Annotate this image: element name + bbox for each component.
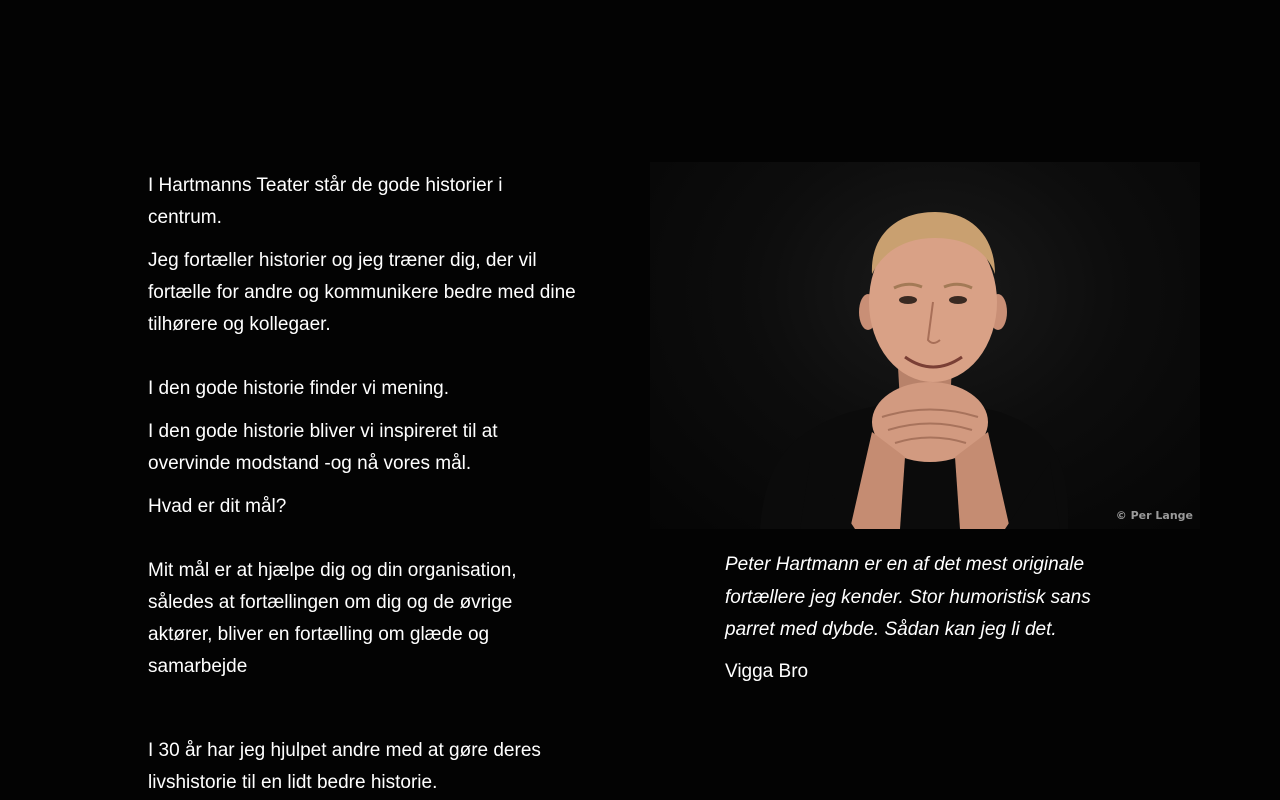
- intro-paragraph-5: Hvad er dit mål?: [148, 496, 287, 517]
- portrait-illustration: [650, 162, 1200, 529]
- testimonial-quote: Peter Hartmann er en af det mest originale fortællere jeg kender. Stor humoristisk sans parret med dybde. Sådan kan jeg li det.: [725, 554, 1091, 640]
- intro-paragraph-6: Mit mål er at hjælpe dig og din organisation, således at fortællingen om dig og de øvrige aktører, bliver en fortælling om glæde og samarbejde: [148, 560, 517, 677]
- intro-paragraph-1: I Hartmanns Teater står de gode historier i centrum.: [148, 175, 503, 228]
- intro-paragraph-3: I den gode historie finder vi mening.: [148, 378, 450, 399]
- photo-credit: © Per Lange: [1115, 509, 1193, 522]
- intro-paragraph-7: I 30 år har jeg hjulpet andre med at gøre deres livshistorie til en lidt bedre historie.: [148, 740, 541, 793]
- intro-text-column: [148, 170, 578, 800]
- testimonial-author: Vigga Bro: [725, 661, 809, 682]
- portrait-photo: [650, 162, 1200, 529]
- intro-paragraph-2: Jeg fortæller historier og jeg træner dig, der vil fortælle for andre og kommunikere bedre med dine tilhørere og kollegaer.: [148, 250, 576, 335]
- intro-paragraph-4: I den gode historie bliver vi inspireret til at overvinde modstand -og nå vores mål.: [148, 421, 498, 474]
